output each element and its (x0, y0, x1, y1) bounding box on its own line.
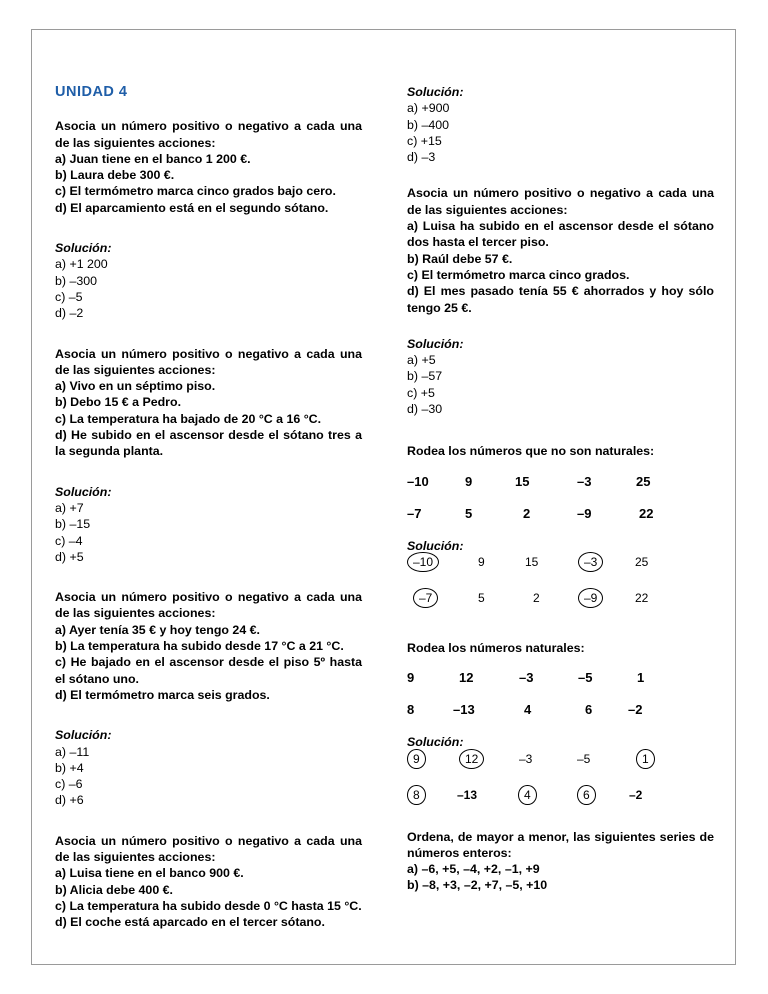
circled-number: 8 (407, 785, 426, 805)
number-cell: –2 (629, 787, 643, 802)
exercise-intro: Asocia un número positivo o negativo a cada una de las siguientes acciones: (407, 186, 714, 217)
solution-item: b) –57 (407, 369, 443, 384)
solution-title: Solución: (55, 241, 112, 256)
number-cell: –5 (578, 670, 593, 686)
exercise-item: d) El aparcamiento está en el segundo sótano. (55, 200, 329, 215)
number-cell: –3 (577, 473, 592, 489)
circled-number: 4 (518, 785, 537, 805)
exercise-item: a) Ayer tenía 35 € y hoy tengo 24 €. (55, 622, 260, 637)
circled-number: 1 (636, 749, 655, 769)
number-cell: 15 (525, 554, 539, 569)
exercise-4 (55, 833, 362, 931)
solution-item: d) +6 (55, 793, 84, 808)
solution-row (407, 590, 714, 626)
number-cell: 2 (523, 505, 531, 521)
exercise-item: d) He subido en el ascensor desde el sótano tres a la segunda planta. (55, 428, 362, 459)
number-cell: 22 (639, 505, 654, 521)
exercise-item: a) –6, +5, –4, +2, –1, +9 (407, 862, 540, 877)
solution-item: a) +900 (407, 101, 450, 116)
solution-5 (407, 336, 714, 417)
circled-number: –3 (578, 552, 603, 572)
number-cell: –3 (519, 751, 533, 766)
number-cell: –5 (577, 751, 591, 766)
number-cell: –3 (519, 670, 534, 686)
exercise-intro: Rodea los números naturales: (407, 640, 585, 655)
number-cell: –2 (628, 702, 643, 718)
circled-number: –9 (578, 588, 603, 608)
number-cell: 4 (524, 702, 532, 718)
exercise-7 (407, 640, 714, 823)
exercise-8 (407, 829, 714, 894)
exercise-item: c) La temperatura ha bajado de 20 °C a 16 °C. (55, 411, 322, 426)
circled-number: 12 (459, 749, 484, 769)
circled-number: 6 (577, 785, 596, 805)
exercise-item: a) Luisa ha subido en el ascensor desde el sótano dos hasta el tercer piso. (407, 219, 714, 250)
exercise-intro: Rodea los números que no son naturales: (407, 444, 655, 459)
solution-row (407, 554, 714, 590)
exercise-item: d) El coche está aparcado en el tercer sótano. (55, 915, 325, 930)
number-cell: –13 (453, 702, 475, 718)
exercise-item: b) –8, +3, –2, +7, –5, +10 (407, 878, 548, 893)
exercise-intro: Asocia un número positivo o negativo a cada una de las siguientes acciones: (55, 833, 362, 864)
number-cell: 1 (637, 670, 645, 686)
exercise-item: b) La temperatura ha subido desde 17 °C a 21 °C. (55, 639, 344, 654)
exercise-item: b) Debo 15 € a Pedro. (55, 395, 182, 410)
solution-item: c) –4 (55, 533, 83, 548)
solution-title: Solución: (407, 85, 464, 99)
exercise-item: b) Alicia debe 400 €. (55, 882, 173, 897)
number-cell: 5 (465, 505, 473, 521)
exercise-intro: Asocia un número positivo o negativo a cada una de las siguientes acciones: (55, 119, 362, 150)
exercise-3 (55, 589, 362, 703)
exercise-5 (407, 185, 714, 315)
number-cell: 5 (478, 590, 485, 605)
number-cell: –7 (407, 505, 422, 521)
circled-number: –10 (407, 552, 439, 572)
exercise-intro: Ordena, de mayor a menor, las siguientes series de números enteros: (407, 829, 714, 860)
number-row (407, 702, 714, 734)
solution-title: Solución: (407, 735, 464, 750)
exercise-6 (407, 443, 714, 626)
number-cell: –9 (577, 505, 592, 521)
number-cell: 15 (515, 473, 530, 489)
solution-item: c) +5 (407, 385, 435, 400)
number-cell: 8 (407, 702, 415, 718)
solution-title: Solución: (407, 336, 464, 351)
solution-1 (55, 240, 362, 321)
exercise-intro: Asocia un número positivo o negativo a cada una de las siguientes acciones: (55, 346, 362, 377)
number-cell: –13 (457, 787, 478, 802)
number-cell: –10 (407, 473, 429, 489)
number-cell: 6 (585, 702, 593, 718)
exercise-item: a) Luisa tiene en el banco 900 €. (55, 866, 244, 881)
number-cell: 25 (635, 554, 649, 569)
solution-row (407, 787, 714, 823)
exercise-intro: Asocia un número positivo o negativo a cada una de las siguientes acciones: (55, 590, 362, 621)
exercise-item: c) He bajado en el ascensor desde el piso 5º hasta el sótano uno. (55, 655, 362, 686)
solution-item: a) +7 (55, 500, 84, 515)
solution-item: d) –30 (407, 402, 443, 417)
solution-item: b) +4 (55, 760, 84, 775)
exercise-item: a) Juan tiene en el banco 1 200 €. (55, 151, 251, 166)
solution-row (407, 751, 714, 787)
solution-item: c) +15 (407, 133, 442, 148)
solution-item: b) –15 (55, 517, 91, 532)
solution-item: c) –5 (55, 289, 83, 304)
exercise-2 (55, 346, 362, 460)
solution-item: a) –11 (55, 744, 90, 759)
right-column (407, 84, 714, 894)
number-cell: 9 (407, 670, 415, 686)
exercise-item: d) El termómetro marca seis grados. (55, 687, 270, 702)
exercise-item: c) El termómetro marca cinco grados. (407, 267, 630, 282)
solution-item: d) +5 (55, 549, 84, 564)
circled-number: 9 (407, 749, 426, 769)
number-cell: 9 (465, 473, 473, 489)
left-column (55, 84, 362, 946)
solution-item: b) –300 (55, 273, 98, 288)
number-row (407, 670, 714, 702)
solution-item: b) –400 (407, 117, 450, 132)
number-cell: 2 (533, 590, 540, 605)
solution-item: d) –3 (407, 150, 436, 165)
solution-4 (407, 84, 714, 165)
exercise-item: c) La temperatura ha subido desde 0 °C hasta 15 °C. (55, 898, 362, 913)
solution-3 (55, 727, 362, 808)
unit-title: UNIDAD 4 (55, 84, 128, 100)
number-row (407, 474, 714, 506)
solution-item: d) –2 (55, 306, 84, 321)
solution-title: Solución: (55, 484, 112, 499)
exercise-item: d) El mes pasado tenía 55 € ahorrados y hoy sólo tengo 25 €. (407, 284, 714, 315)
solution-item: a) +5 (407, 353, 436, 368)
exercise-item: c) El termómetro marca cinco grados bajo cero. (55, 184, 336, 199)
number-cell: 25 (636, 473, 651, 489)
solution-2 (55, 484, 362, 565)
exercise-item: a) Vivo en un séptimo piso. (55, 379, 216, 394)
number-cell: 22 (635, 590, 649, 605)
solution-item: c) –6 (55, 777, 83, 792)
exercise-item: b) Laura debe 300 €. (55, 168, 175, 183)
circled-number: –7 (413, 588, 438, 608)
exercise-item: b) Raúl debe 57 €. (407, 251, 513, 266)
solution-item: a) +1 200 (55, 257, 108, 272)
number-cell: 12 (459, 670, 474, 686)
number-cell: 9 (478, 554, 485, 569)
exercise-1 (55, 118, 362, 216)
number-row (407, 506, 714, 538)
solution-title: Solución: (55, 728, 112, 743)
solution-title: Solución: (407, 538, 464, 553)
